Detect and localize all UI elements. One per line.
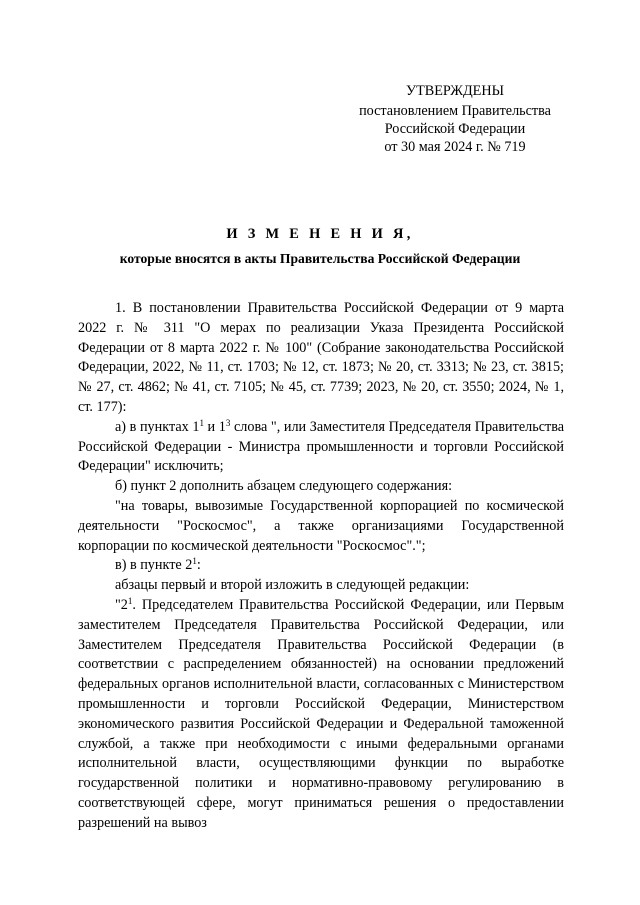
approval-line: Российской Федерации <box>384 121 526 137</box>
paragraph-2-text: и 1 <box>203 418 226 435</box>
paragraph-1: 1. В постановлении Правительства Российской Федерации от 9 марта 2022 г. № 311 "О мерах по реализации Указа Президента Российской Федерации от 8 марта 2022 г. № 100" (Собрание законодательства Российской Федерации, 2022, № 11, ст. 1703; № 12, ст. 1873; № 20, ст. 3313; № 23, ст. 3815; № 27, ст. 4862; № 41, ст. 7105; № 45, ст. 7739; 2023, № 20, ст. 3550; 2024, № 1, ст. 177): <box>78 300 564 415</box>
paragraph-3: б) пункт 2 дополнить абзацем следующего содержания: <box>115 478 453 495</box>
paragraph-5-text: : <box>196 557 201 574</box>
paragraph-4: "на товары, вывозимые Государственной корпорацией по космической деятельности "Роскосмос", а также организациями Государственной корпорации по космической деятельности "Роскосмос"."; <box>78 497 564 554</box>
paragraph-2 <box>78 418 564 477</box>
paragraph-2-text: а) в пунктах 1 <box>115 418 200 435</box>
paragraph-7-text: "2 <box>115 596 128 613</box>
approval-line: постановлением Правительства <box>359 103 551 119</box>
superscript: 1 <box>192 556 197 567</box>
paragraph-7 <box>78 596 564 834</box>
paragraph-6: абзацы первый и второй изложить в следующей редакции: <box>115 577 470 594</box>
approval-date-number: от 30 мая 2024 г. № 719 <box>384 139 526 155</box>
document-subtitle: которые вносятся в акты Правительства Российской Федерации <box>119 251 521 266</box>
approval-heading: УТВЕРЖДЕНЫ <box>406 83 504 99</box>
superscript: 1 <box>127 595 133 606</box>
superscript: 1 <box>199 417 204 428</box>
document-body <box>78 299 564 834</box>
approval-stamp <box>340 82 570 156</box>
paragraph-7-text: . Председателем Правительства Российской Федерации, или Первым заместителем Председателя Правительства Российской Федерации, или Заместителем Председателя Правительства Российской Федерации (в соответствии с распределением обязанностей) на основании предложений федеральных органов исполнительной власти, согласованных с Министерством промышленности и торговли Российской Федерации, Министерством экономического развития Российской Федерации и Федеральной таможенной службой, а также при необходимости с иными федеральными органами исполнительной власти, осуществляющими функции по выработке государственной политики и нормативно-правовому регулированию в соответствующей сфере, могут приниматься решения о предоставлении разрешений на вывоз <box>78 596 564 831</box>
paragraph-5-text: в) в пункте 2 <box>115 557 193 574</box>
superscript: 3 <box>225 417 231 428</box>
document-title: И З М Е Н Е Н И Я, <box>226 226 414 242</box>
paragraph-5 <box>78 556 564 576</box>
paragraph-2-text: слова ", или Заместителя Председателя Правительства Российской Федерации - Министра промышленности и торговли Российской Федерации" исключить; <box>78 418 564 475</box>
